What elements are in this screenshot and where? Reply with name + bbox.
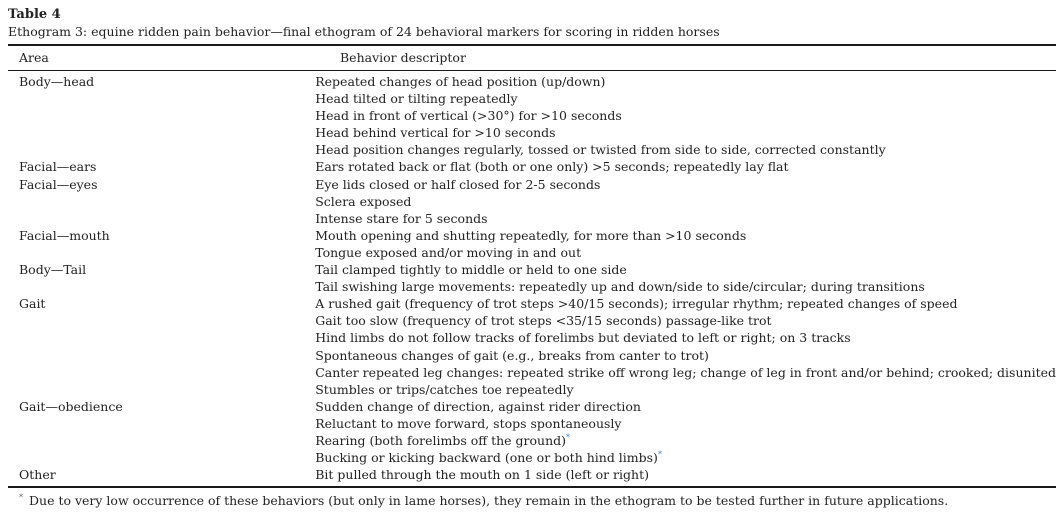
- descriptor-cell: [304, 312, 1056, 329]
- table-row: [8, 107, 1056, 124]
- descriptor-text: Eye lids closed or half closed for 2-5 seconds: [315, 176, 601, 192]
- table-row: [8, 347, 1056, 364]
- descriptor-text: Hind limbs do not follow tracks of forelimbs but deviated to left or right; on 3 tracks: [315, 330, 851, 346]
- table-row: [8, 176, 1056, 193]
- descriptor-text: Intense stare for 5 seconds: [315, 210, 488, 226]
- area-cell: [8, 124, 304, 141]
- descriptor-text: Sclera exposed: [315, 193, 412, 209]
- descriptor-cell: [304, 158, 1056, 175]
- header-descriptor: Behavior descriptor: [340, 50, 466, 65]
- area-cell: [8, 312, 304, 329]
- descriptor-cell: [304, 261, 1056, 278]
- descriptor-text: Rearing (both forelimbs off the ground): [315, 432, 567, 448]
- descriptor-text: Repeated changes of head position (up/down): [315, 74, 606, 89]
- descriptor-cell: [304, 141, 1056, 158]
- area-cell: Facial—mouth: [19, 227, 110, 243]
- footnote-marker: *: [566, 432, 571, 442]
- table-row: [8, 141, 1056, 158]
- table-row: [8, 312, 1056, 329]
- descriptor-cell: [304, 466, 1056, 483]
- ethogram-body: [8, 71, 1056, 483]
- descriptor-text: Head behind vertical for >10 seconds: [315, 125, 556, 141]
- area-cell: [8, 244, 304, 261]
- area-cell: [8, 415, 304, 432]
- descriptor-cell: [304, 364, 1056, 381]
- descriptor-text: A rushed gait (frequency of trot steps >40/15 seconds); irregular rhythm; repeated changes of speed: [315, 296, 958, 312]
- table-row: [8, 432, 1056, 449]
- table-row: [8, 261, 1056, 278]
- header-area: Area: [19, 50, 49, 65]
- area-cell: [8, 193, 304, 210]
- table-row: [8, 227, 1056, 244]
- descriptor-cell: [304, 278, 1056, 295]
- descriptor-text: Bit pulled through the mouth on 1 side (left or right): [315, 467, 649, 483]
- descriptor-cell: [304, 90, 1056, 107]
- descriptor-cell: [304, 107, 1056, 124]
- bottom-rule: [8, 486, 1056, 488]
- descriptor-cell: [304, 347, 1056, 364]
- descriptor-text: Spontaneous changes of gait (e.g., breaks from canter to trot): [315, 347, 709, 363]
- table-row: [8, 244, 1056, 261]
- table-row: [8, 193, 1056, 210]
- descriptor-cell: [304, 432, 1056, 449]
- table-row: [8, 71, 1056, 90]
- footnote-mark: *: [19, 493, 23, 503]
- descriptor-text: Head tilted or tilting repeatedly: [315, 91, 518, 107]
- descriptor-cell: [304, 295, 1056, 312]
- descriptor-cell: [304, 227, 1056, 244]
- area-cell: [8, 449, 304, 466]
- table-row: [8, 415, 1056, 432]
- descriptor-text: Head in front of vertical (>30°) for >10 seconds: [315, 108, 622, 124]
- descriptor-text: Stumbles or trips/catches toe repeatedly: [315, 381, 574, 397]
- descriptor-text: Reluctant to move forward, stops spontaneously: [315, 415, 622, 431]
- footnote-marker: *: [657, 449, 662, 459]
- table-container: [8, 0, 1056, 509]
- area-cell: [8, 432, 304, 449]
- descriptor-cell: [304, 329, 1056, 346]
- area-cell: [8, 210, 304, 227]
- table-row: [8, 449, 1056, 466]
- descriptor-text: Gait too slow (frequency of trot steps <35/15 seconds) passage-like trot: [315, 313, 772, 329]
- descriptor-text: Head position changes regularly, tossed or twisted from side to side, corrected constantly: [315, 142, 886, 158]
- descriptor-text: Mouth opening and shutting repeatedly, for more than >10 seconds: [315, 227, 747, 243]
- area-cell: [8, 347, 304, 364]
- area-cell: [8, 364, 304, 381]
- area-cell: [8, 107, 304, 124]
- header-row: [8, 46, 1056, 70]
- table-row: [8, 364, 1056, 381]
- area-cell: Body—head: [19, 74, 95, 89]
- table-row: [8, 329, 1056, 346]
- table-row: [8, 278, 1056, 295]
- descriptor-text: Tongue exposed and/or moving in and out: [315, 244, 582, 260]
- descriptor-cell: [304, 71, 1056, 90]
- descriptor-cell: [304, 193, 1056, 210]
- table-row: [8, 295, 1056, 312]
- area-cell: Other: [19, 467, 56, 483]
- table-row: [8, 124, 1056, 141]
- table-label: Table 4: [8, 7, 61, 22]
- descriptor-text: Tail swishing large movements: repeatedly up and down/side to side/circular; during transitions: [315, 279, 925, 295]
- descriptor-cell: [304, 244, 1056, 261]
- area-cell: Body—Tail: [19, 262, 87, 278]
- area-cell: Facial—eyes: [19, 176, 98, 192]
- descriptor-cell: [304, 415, 1056, 432]
- area-cell: Facial—ears: [19, 159, 97, 175]
- area-cell: [8, 141, 304, 158]
- descriptor-cell: [304, 210, 1056, 227]
- area-cell: Gait: [19, 296, 46, 312]
- footnote-text: Due to very low occurrence of these behaviors (but only in lame horses), they remain in the ethogram to be tested further in future applications.: [29, 493, 949, 509]
- descriptor-cell: [304, 381, 1056, 398]
- ethogram-table: [8, 46, 1056, 70]
- area-cell: [8, 90, 304, 107]
- descriptor-text: Sudden change of direction, against rider direction: [315, 398, 641, 414]
- descriptor-text: Ears rotated back or flat (both or one only) >5 seconds; repeatedly lay flat: [315, 159, 789, 175]
- descriptor-text: Tail clamped tightly to middle or held to one side: [315, 262, 627, 278]
- table-row: [8, 466, 1056, 483]
- table-row: [8, 381, 1056, 398]
- descriptor-text: Bucking or kicking backward (one or both hind limbs): [315, 450, 658, 466]
- descriptor-cell: [304, 176, 1056, 193]
- table-row: [8, 210, 1056, 227]
- area-cell: Gait—obedience: [19, 398, 123, 414]
- table-caption: Ethogram 3: equine ridden pain behavior—final ethogram of 24 behavioral markers for scoring in ridden horses: [8, 24, 720, 39]
- table-row: [8, 158, 1056, 175]
- descriptor-text: Canter repeated leg changes: repeated strike off wrong leg; change of leg in front and/or behind; crooked; disunited: [315, 364, 1056, 380]
- descriptor-cell: [304, 398, 1056, 415]
- area-cell: [8, 278, 304, 295]
- footnote: [8, 492, 1056, 509]
- area-cell: [8, 329, 304, 346]
- descriptor-cell: [304, 449, 1056, 466]
- table-row: [8, 90, 1056, 107]
- table-row: [8, 398, 1056, 415]
- area-cell: [8, 381, 304, 398]
- descriptor-cell: [304, 124, 1056, 141]
